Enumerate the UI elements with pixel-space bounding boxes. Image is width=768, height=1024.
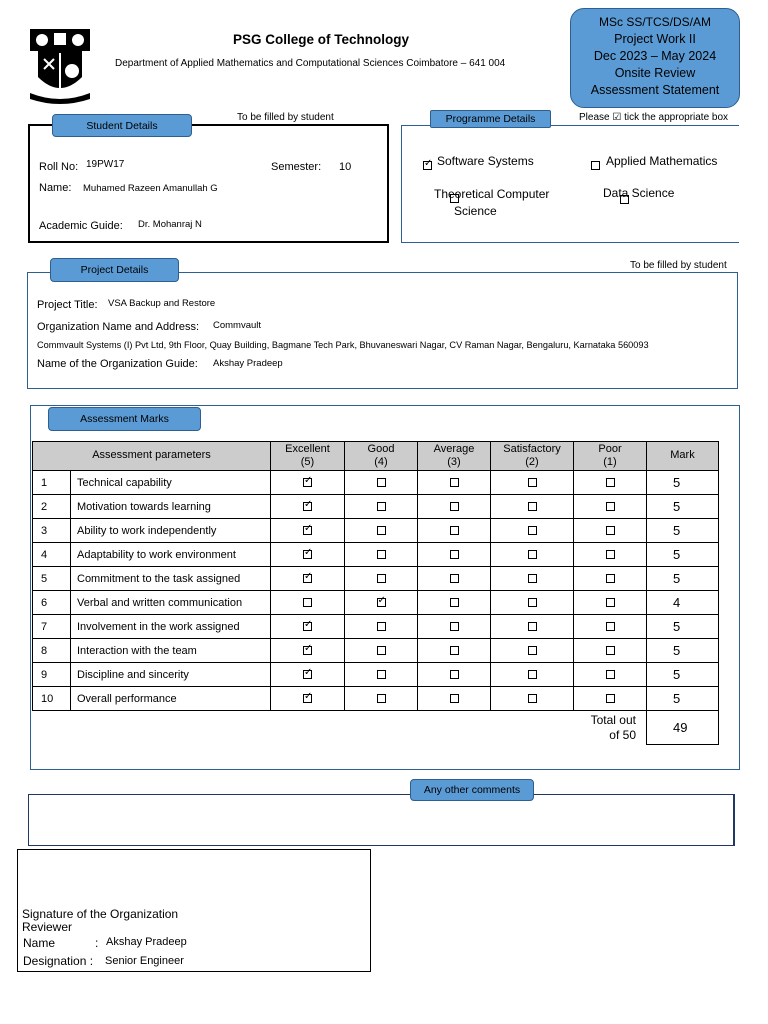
rating-checkbox[interactable] xyxy=(450,526,459,535)
college-logo xyxy=(28,27,92,105)
rating-cell-excellent xyxy=(271,615,345,639)
table-row xyxy=(33,639,719,663)
rating-cell-good xyxy=(345,687,418,711)
rating-checkbox[interactable] xyxy=(606,502,615,511)
rating-cell-average xyxy=(418,519,491,543)
applied-mathematics-label: Applied Mathematics xyxy=(606,154,718,168)
rating-cell-poor xyxy=(574,663,647,687)
rating-cell-good xyxy=(345,663,418,687)
organization-guide-value: Akshay Pradeep xyxy=(213,358,283,369)
row-parameter: Verbal and written communication xyxy=(71,591,271,615)
reviewer-name-label: Name xyxy=(23,936,56,950)
programme-note: Please ☑ tick the appropriate box xyxy=(579,112,729,123)
row-parameter: Commitment to the task assigned xyxy=(71,567,271,591)
row-parameter: Interaction with the team xyxy=(71,639,271,663)
organization-label: Organization Name and Address: xyxy=(37,321,200,333)
rating-checkbox[interactable] xyxy=(450,598,459,607)
rating-checkbox[interactable] xyxy=(450,694,459,703)
rating-checkbox[interactable] xyxy=(377,574,386,583)
rating-cell-satisfactory xyxy=(491,543,574,567)
rating-cell-average xyxy=(418,687,491,711)
rating-checkbox[interactable] xyxy=(377,478,386,487)
college-name: PSG College of Technology xyxy=(233,32,410,47)
rating-cell-poor xyxy=(574,615,647,639)
rating-cell-poor xyxy=(574,519,647,543)
row-mark: 5 xyxy=(647,663,719,687)
row-parameter: Discipline and sincerity xyxy=(71,663,271,687)
rating-cell-average xyxy=(418,495,491,519)
rating-checkbox[interactable] xyxy=(528,598,537,607)
name-value: Muhamed Razeen Amanullah G xyxy=(83,183,218,194)
badge-line: Dec 2023 – May 2024 xyxy=(593,49,717,63)
rating-checkbox[interactable] xyxy=(303,694,312,703)
row-number: 10 xyxy=(33,687,71,711)
reviewer-name-value: Akshay Pradeep xyxy=(106,936,187,948)
designation-value: Senior Engineer xyxy=(105,955,184,967)
rating-checkbox[interactable] xyxy=(377,550,386,559)
table-row xyxy=(33,663,719,687)
rating-cell-poor xyxy=(574,639,647,663)
row-number: 9 xyxy=(33,663,71,687)
rating-checkbox[interactable] xyxy=(450,622,459,631)
table-row xyxy=(33,615,719,639)
row-number: 2 xyxy=(33,495,71,519)
organization-address: Commvault Systems (I) Pvt Ltd, 9th Floor, Quay Building, Bagmane Tech Park, Bhuvaneswari Nagar, CV Raman Nagar, Bengaluru, Karnataka 560093 xyxy=(37,340,649,350)
rating-cell-good xyxy=(345,639,418,663)
data-science-label: Data Science xyxy=(603,186,675,200)
theoretical-cs-label-line2: Science xyxy=(454,204,497,218)
col-average: Average (3) xyxy=(418,442,491,471)
row-parameter: Motivation towards learning xyxy=(71,495,271,519)
row-number: 8 xyxy=(33,639,71,663)
rating-checkbox[interactable] xyxy=(450,550,459,559)
rating-checkbox[interactable] xyxy=(528,646,537,655)
rating-checkbox[interactable] xyxy=(606,670,615,679)
rating-checkbox[interactable] xyxy=(303,478,312,487)
rating-cell-average xyxy=(418,471,491,495)
table-row xyxy=(33,591,719,615)
rating-checkbox[interactable] xyxy=(450,478,459,487)
rating-checkbox[interactable] xyxy=(450,646,459,655)
rating-checkbox[interactable] xyxy=(606,478,615,487)
rating-cell-satisfactory xyxy=(491,495,574,519)
table-row xyxy=(33,495,719,519)
total-row xyxy=(33,711,719,745)
assessment-table xyxy=(32,441,719,745)
col-satisfactory: Satisfactory (2) xyxy=(491,442,574,471)
roll-value: 19PW17 xyxy=(86,159,125,170)
rating-cell-excellent xyxy=(271,663,345,687)
row-number: 4 xyxy=(33,543,71,567)
signature-label: Signature of the Organization xyxy=(22,907,179,921)
rating-cell-good xyxy=(345,471,418,495)
academic-guide-value: Dr. Mohanraj N xyxy=(138,219,202,230)
rating-cell-average xyxy=(418,567,491,591)
table-row xyxy=(33,567,719,591)
rating-checkbox[interactable] xyxy=(377,694,386,703)
row-parameter: Overall performance xyxy=(71,687,271,711)
table-row xyxy=(33,519,719,543)
rating-checkbox[interactable] xyxy=(528,478,537,487)
programme-details-box xyxy=(401,125,739,243)
rating-checkbox[interactable] xyxy=(377,622,386,631)
rating-checkbox[interactable] xyxy=(606,598,615,607)
col-good: Good (4) xyxy=(345,442,418,471)
rating-cell-poor xyxy=(574,567,647,591)
rating-checkbox[interactable] xyxy=(606,622,615,631)
rating-cell-average xyxy=(418,543,491,567)
rating-cell-average xyxy=(418,615,491,639)
rating-cell-good xyxy=(345,519,418,543)
row-mark: 5 xyxy=(647,639,719,663)
rating-cell-excellent xyxy=(271,567,345,591)
student-details-label: Student Details xyxy=(52,114,192,137)
rating-checkbox[interactable] xyxy=(377,670,386,679)
row-mark: 5 xyxy=(647,615,719,639)
comments-box[interactable] xyxy=(28,794,735,846)
row-mark: 5 xyxy=(647,543,719,567)
col-mark: Mark xyxy=(647,442,719,471)
rating-checkbox[interactable] xyxy=(377,502,386,511)
row-mark: 5 xyxy=(647,495,719,519)
row-number: 6 xyxy=(33,591,71,615)
rating-checkbox[interactable] xyxy=(377,526,386,535)
row-parameter: Adaptability to work environment xyxy=(71,543,271,567)
rating-checkbox[interactable] xyxy=(303,646,312,655)
rating-cell-excellent xyxy=(271,495,345,519)
project-note: To be filled by student xyxy=(630,260,727,271)
total-label: Total out of 50 xyxy=(590,713,636,742)
organization-value: Commvault xyxy=(213,320,262,331)
student-note: To be filled by student xyxy=(237,112,334,123)
department-name: Department of Applied Mathematics and Computational Sciences Coimbatore – 641 004 xyxy=(115,58,506,69)
rating-checkbox[interactable] xyxy=(377,646,386,655)
rating-checkbox[interactable] xyxy=(303,670,312,679)
rating-cell-excellent xyxy=(271,591,345,615)
rating-cell-good xyxy=(345,495,418,519)
semester-label: Semester: xyxy=(271,161,322,173)
rating-checkbox[interactable] xyxy=(303,502,312,511)
rating-cell-poor xyxy=(574,471,647,495)
rating-checkbox[interactable] xyxy=(303,574,312,583)
rating-cell-satisfactory xyxy=(491,615,574,639)
rating-checkbox[interactable] xyxy=(528,550,537,559)
rating-cell-average xyxy=(418,663,491,687)
row-mark: 4 xyxy=(647,591,719,615)
rating-checkbox[interactable] xyxy=(528,670,537,679)
row-mark: 5 xyxy=(647,687,719,711)
col-poor: Poor (1) xyxy=(574,442,647,471)
row-parameter: Ability to work independently xyxy=(71,519,271,543)
rating-cell-satisfactory xyxy=(491,471,574,495)
rating-cell-poor xyxy=(574,687,647,711)
rating-cell-good xyxy=(345,567,418,591)
rating-checkbox[interactable] xyxy=(606,550,615,559)
badge-line: Project Work II xyxy=(614,32,696,46)
organization-guide-label: Name of the Organization Guide: xyxy=(37,358,198,370)
rating-cell-poor xyxy=(574,591,647,615)
rating-cell-satisfactory xyxy=(491,639,574,663)
theoretical-cs-label: Theoretical Computer xyxy=(434,187,550,201)
col-excellent: Excellent (5) xyxy=(271,442,345,471)
row-number: 3 xyxy=(33,519,71,543)
rating-checkbox[interactable] xyxy=(450,574,459,583)
rating-checkbox[interactable] xyxy=(450,502,459,511)
row-parameter: Involvement in the work assigned xyxy=(71,615,271,639)
rating-checkbox[interactable] xyxy=(606,694,615,703)
rating-cell-satisfactory xyxy=(491,663,574,687)
name-label: Name: xyxy=(39,182,72,194)
rating-checkbox[interactable] xyxy=(377,598,386,607)
assessment-marks-label: Assessment Marks xyxy=(48,407,201,431)
project-title-label: Project Title: xyxy=(37,299,98,311)
table-row xyxy=(33,687,719,711)
rating-checkbox[interactable] xyxy=(303,526,312,535)
programme-badge xyxy=(570,8,740,108)
academic-guide-label: Academic Guide: xyxy=(39,220,123,232)
rating-cell-good xyxy=(345,591,418,615)
applied-mathematics-checkbox[interactable] xyxy=(591,161,600,170)
rating-checkbox[interactable] xyxy=(528,574,537,583)
rating-cell-satisfactory xyxy=(491,591,574,615)
rating-cell-excellent xyxy=(271,687,345,711)
rating-cell-good xyxy=(345,543,418,567)
rating-checkbox[interactable] xyxy=(528,526,537,535)
row-number: 1 xyxy=(33,471,71,495)
rating-cell-excellent xyxy=(271,471,345,495)
rating-cell-excellent xyxy=(271,639,345,663)
row-parameter: Technical capability xyxy=(71,471,271,495)
badge-line: Assessment Statement xyxy=(590,83,720,97)
rating-cell-poor xyxy=(574,495,647,519)
rating-cell-average xyxy=(418,639,491,663)
rating-checkbox[interactable] xyxy=(606,526,615,535)
rating-checkbox[interactable] xyxy=(528,622,537,631)
signature-label-line2: Reviewer xyxy=(22,920,73,934)
rating-checkbox[interactable] xyxy=(303,550,312,559)
project-details-label: Project Details xyxy=(50,258,179,282)
reviewer-name-colon: : xyxy=(95,936,99,950)
rating-cell-excellent xyxy=(271,519,345,543)
table-row xyxy=(33,471,719,495)
project-title-value: VSA Backup and Restore xyxy=(108,298,216,309)
rating-cell-satisfactory xyxy=(491,687,574,711)
row-mark: 5 xyxy=(647,471,719,495)
software-systems-checkbox[interactable] xyxy=(423,161,432,170)
rating-cell-poor xyxy=(574,543,647,567)
rating-checkbox[interactable] xyxy=(606,646,615,655)
rating-checkbox[interactable] xyxy=(303,622,312,631)
table-row xyxy=(33,543,719,567)
total-value: 49 xyxy=(647,711,719,745)
badge-line: MSc SS/TCS/DS/AM xyxy=(598,15,711,29)
semester-value: 10 xyxy=(339,161,352,173)
rating-cell-good xyxy=(345,615,418,639)
rating-checkbox[interactable] xyxy=(528,694,537,703)
rating-checkbox[interactable] xyxy=(606,574,615,583)
roll-label: Roll No: xyxy=(39,161,79,173)
comments-label: Any other comments xyxy=(410,779,534,801)
rating-checkbox[interactable] xyxy=(450,670,459,679)
col-assessment-parameters: Assessment parameters xyxy=(33,442,271,471)
rating-cell-average xyxy=(418,591,491,615)
rating-checkbox[interactable] xyxy=(528,502,537,511)
row-number: 7 xyxy=(33,615,71,639)
badge-line: Onsite Review xyxy=(614,66,696,80)
row-number: 5 xyxy=(33,567,71,591)
designation-label: Designation : xyxy=(23,954,94,968)
table-header-row xyxy=(33,442,719,471)
software-systems-label: Software Systems xyxy=(437,154,534,168)
programme-details-label: Programme Details xyxy=(430,110,551,128)
rating-cell-satisfactory xyxy=(491,519,574,543)
row-mark: 5 xyxy=(647,567,719,591)
rating-checkbox[interactable] xyxy=(303,598,312,607)
rating-cell-satisfactory xyxy=(491,567,574,591)
rating-cell-excellent xyxy=(271,543,345,567)
row-mark: 5 xyxy=(647,519,719,543)
